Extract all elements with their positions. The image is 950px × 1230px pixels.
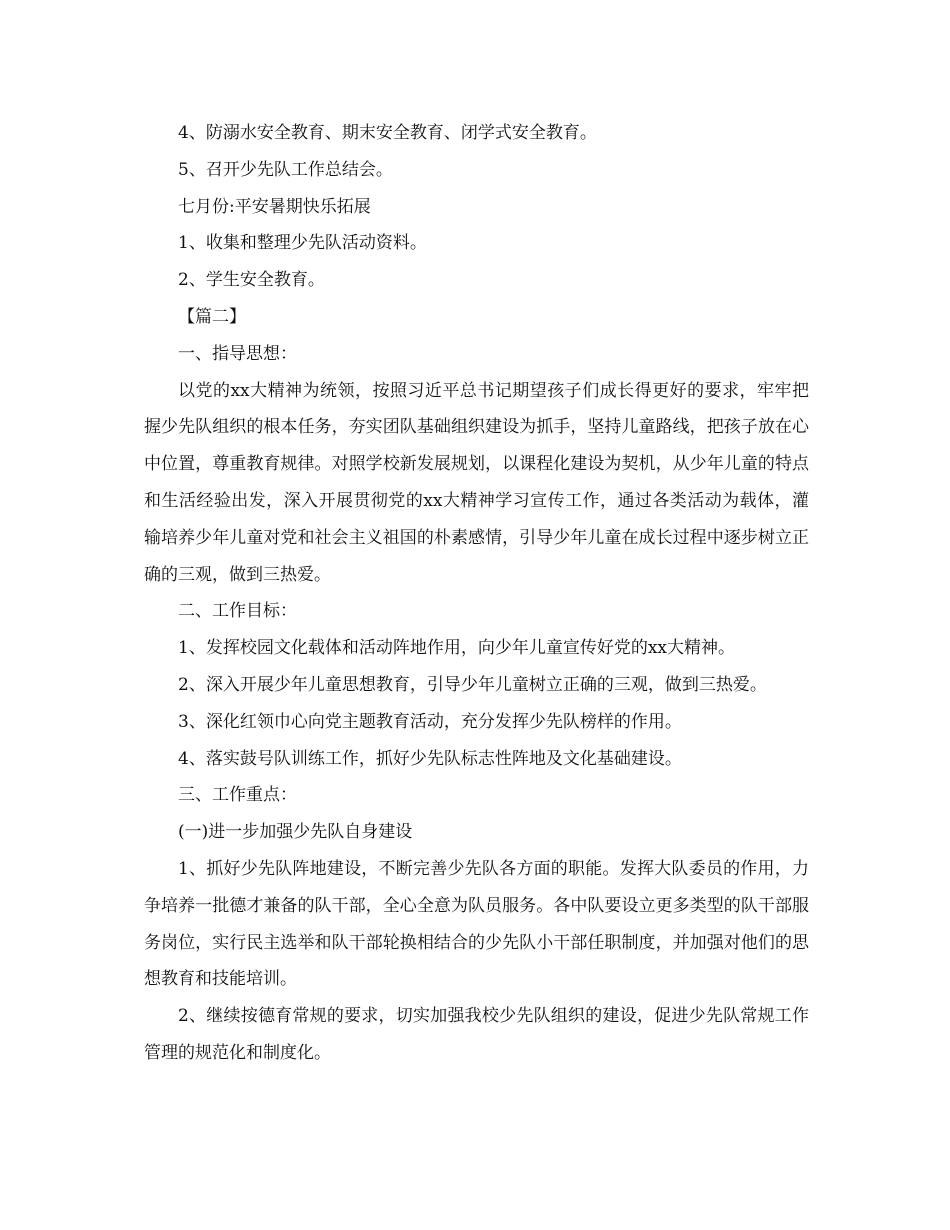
- goal-item-4: 4、落实鼓号队训练工作，抓好少先队标志性阵地及文化基础建设。: [178, 748, 682, 769]
- focus-item-2: 2、继续按德育常规的要求，切实加强我校少先队组织的建设，促进少先队常规工作管理的规范化和制度化。: [144, 1006, 809, 1063]
- focus-item-1: 1、抓好少先队阵地建设，不断完善少先队各方面的职能。发挥大队委员的作用，力争培养一批德才兼备的队干部，全心全意为队员服务。各中队要设立更多类型的队干部服务岗位，实行民主选举和队干部轮换相结合的少先队小干部任职制度，并加强对他们的思想教育和技能培训。: [144, 858, 809, 990]
- work-focus-heading: 三、工作重点：: [178, 785, 297, 806]
- guiding-ideology-paragraph: 以党的xx大精神为统领，按照习近平总书记期望孩子们成长得更好的要求，牢牢把握少先队组织的根本任务，夯实团队基础组织建设为抓手，坚持儿童路线，把孩子放在心中位置，尊重教育规律。对照学校新发展规划，以课程化建设为契机，从少年儿童的特点和生活经验出发，深入开展贯彻党的xx大精神学习宣传工作，通过各类活动为载体，灌输培养少年儿童对党和社会主义祖国的朴素感情，引导少年儿童在成长过程中逐步树立正确的三观，做到三热爱。: [144, 380, 809, 585]
- work-goals-heading: 二、工作目标：: [178, 601, 297, 622]
- goal-item-1: 1、发挥校园文化载体和活动阵地作用，向少年儿童宣传好党的xx大精神。: [178, 638, 735, 659]
- paragraph-july-item-1: 1、收集和整理少先队活动资料。: [178, 233, 427, 254]
- goal-item-3: 3、深化红领巾心向党主题教育活动，充分发挥少先队榜样的作用。: [178, 711, 682, 732]
- chapter-heading: 【篇二】: [178, 306, 246, 327]
- paragraph-item-4: 4、防溺水安全教育、期末安全教育、闭学式安全教育。: [178, 123, 597, 143]
- document-body: [144, 115, 809, 1072]
- guiding-ideology-heading: 一、指导思想：: [178, 343, 297, 364]
- section-july-heading: 七月份:平安暑期快乐拓展: [178, 196, 371, 217]
- focus-subheading-1: (一)进一步加强少先队自身建设: [178, 822, 413, 843]
- goal-item-2: 2、深入开展少年儿童思想教育，引导少年儿童树立正确的三观，做到三热爱。: [178, 674, 767, 695]
- paragraph-item-5: 5、召开少先队工作总结会。: [178, 159, 393, 180]
- paragraph-july-item-2: 2、学生安全教育。: [178, 270, 325, 291]
